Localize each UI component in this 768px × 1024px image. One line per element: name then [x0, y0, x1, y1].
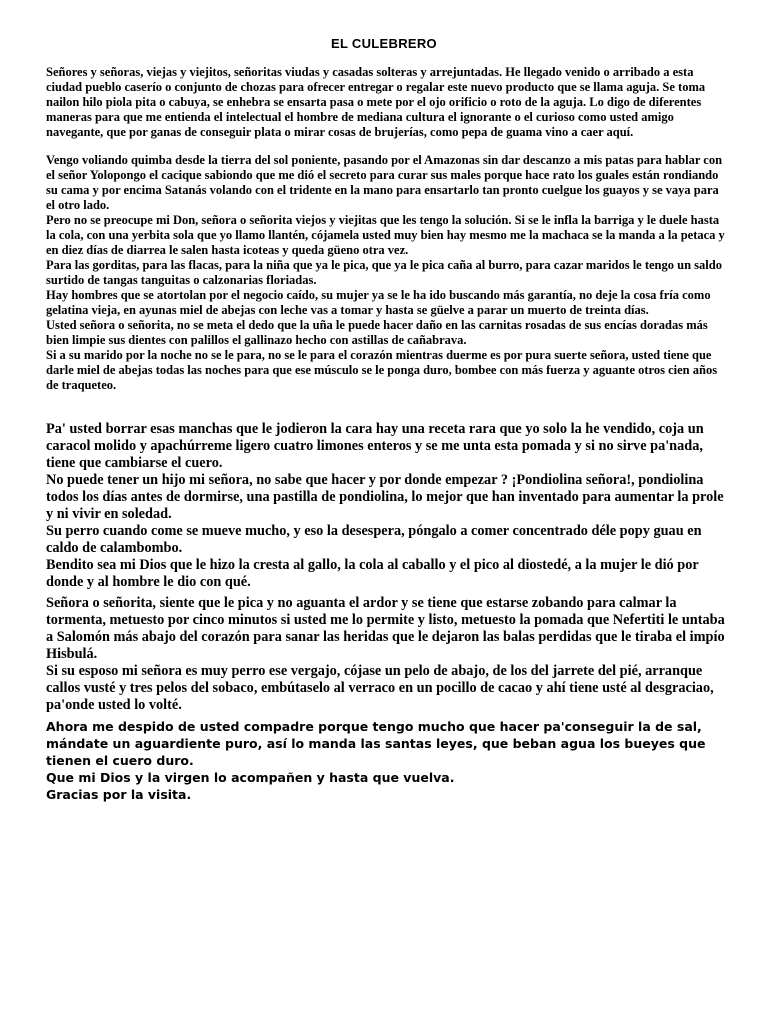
paragraph: Que mi Dios y la virgen lo acompañen y hasta que vuelva.	[46, 770, 455, 785]
recipes-paragraph-group	[46, 421, 726, 591]
ointment-paragraph-group	[46, 595, 726, 714]
paragraph: Señora o señorita, siente que le pica y no aguanta el ardor y se tiene que estarse zobando para calmar la tormenta, metuesto por cinco minutos si usted me lo permite y listo, metuesto la pomada que Nefertiti le untaba a Salomón más abajo del corazón para sanar las heridas que le dejaron las balas perdidas que le tiraba el impío Hisbulá.	[46, 595, 725, 662]
paragraph: Pero no se preocupe mi Don, señora o señorita viejos y viejitas que les tengo la solución. Si se le infla la barriga y le duele hasta la cola, con una yerbita sola que yo llamo llantén, cójamela usted muy bien hay mesmo me la machaca se la manda a la petaca y en diez días de diarrea le salen hasta icoteas y queda güeno otra vez.	[46, 213, 725, 257]
document-title: EL CULEBRERO	[331, 36, 437, 51]
paragraph: Hay hombres que se atortolan por el negocio caído, su mujer ya se le ha ido buscando más garantía, no deje la cosa fría como gelatina vieja, en ayunas miel de abejas con leche vas a tomar y hasta se güelve a parar un muerto de treinta días.	[46, 288, 711, 317]
intro-paragraph-group	[46, 65, 726, 140]
paragraph: Bendito sea mi Dios que le hizo la cresta al gallo, la cola al caballo y el pico al diostedé, a la mujer le dió por donde y al hombre le dio con qué.	[46, 557, 699, 590]
paragraph: No puede tener un hijo mi señora, no sabe que hacer y por donde empezar ? ¡Pondiolina señora!, pondiolina todos los días antes de dormirse, una pastilla de pondiolina, lo mejor que han inventado para aumentar la prole y ni vivir en soledad.	[46, 472, 724, 522]
paragraph: Si su esposo mi señora es muy perro ese vergajo, cójase un pelo de abajo, de los del jarrete del pié, arranque callos vusté y tres pelos del sobaco, embútaselo al verraco en un pocillo de cacao y ahí tiene usté al desgraciao, pa'onde usted lo volté.	[46, 663, 714, 713]
paragraph: Ahora me despido de usted compadre porque tengo mucho que hacer pa'conseguir la de sal, mándate un aguardiente puro, así lo manda las santas leyes, que beban agua los bueyes que tienen el cuero duro.	[46, 719, 706, 768]
paragraph: Su perro cuando come se mueve mucho, y eso la desespera, póngalo a comer concentrado déle popy guau en caldo de calambombo.	[46, 523, 702, 556]
remedies-paragraph-group	[46, 153, 726, 393]
farewell-paragraph-group	[46, 718, 726, 803]
paragraph: Si a su marido por la noche no se le para, no se le para el corazón mientras duerme es por pura suerte señora, usted tiene que darle miel de abejas todas las noches para que ese músculo se le ponga duro, bombee con más fuerza y aguante otros cien años de traqueteo.	[46, 348, 718, 392]
paragraph: Usted señora o señorita, no se meta el dedo que la uña le puede hacer daño en las carnitas rosadas de sus encías doradas más bien limpie sus dientes con palillos el gallinazo hecho con astillas de cañabrava.	[46, 318, 708, 347]
paragraph: Pa' usted borrar esas manchas que le jodieron la cara hay una receta rara que yo solo la he vendido, coja un caracol molido y apachúrreme ligero cuatro limones enteros y se me unta esta pomada y si no sirve pa'nada, tiene que cambiarse el cuero.	[46, 421, 704, 471]
paragraph: Vengo voliando quimba desde la tierra del sol poniente, pasando por el Amazonas sin dar descanzo a mis patas para hablar con el señor Yolopongo el cacique sabiondo que me dió el secreto para curar sus males porque hace rato los guales están rondiando su cama y por encima Satanás volando con el tridente en la mano para ensartarlo tan pronto cuelgue los guayos y se vaya para el otro lado.	[46, 153, 723, 212]
paragraph: Gracias por la visita.	[46, 787, 192, 802]
paragraph: Para las gorditas, para las flacas, para la niña que ya le pica, que ya le pica caña al burro, para cazar maridos le tengo un saldo surtido de tangas tanguitas o calzonarias floriadas.	[46, 258, 722, 287]
paragraph: Señores y señoras, viejas y viejitos, señoritas viudas y casadas solteras y arrejuntadas. He llegado venido o arribado a esta ciudad pueblo caserío o conjunto de chozas para ofrecer entregar o regalar este nuevo producto que se llama aguja. Se toma nailon hilo piola pita o cabuya, se enhebra se ensarta pasa o mete por el ojo orificio o roto de la aguja. Lo digo de diferentes maneras para que me entienda el intelectual el hombre de mediana cultura el ignorante o el curioso como usted amigo navegante, que por ganas de conseguir plata o mirar cosas de brujerías, como pepa de guama vino a caer aquí.	[46, 65, 706, 139]
